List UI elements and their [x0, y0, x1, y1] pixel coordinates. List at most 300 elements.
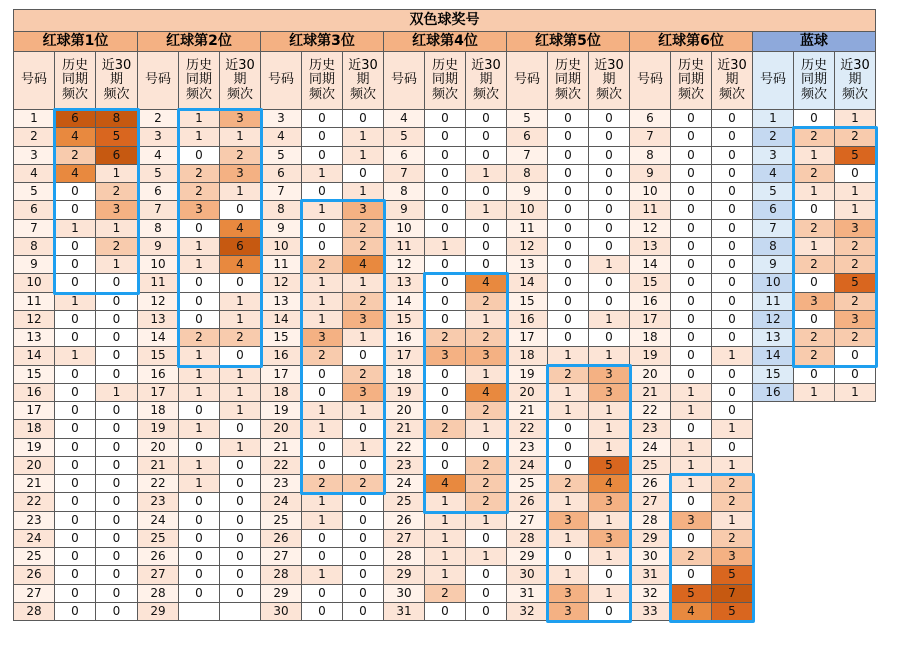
recent30-count-cell: 0: [712, 402, 753, 420]
recent30-count-cell: 1: [220, 128, 261, 146]
history-count-cell: 3: [794, 293, 835, 311]
number-cell: 6: [630, 110, 671, 128]
history-count-cell: 2: [794, 220, 835, 238]
history-count-cell: 4: [55, 165, 96, 183]
history-count-cell: 0: [671, 311, 712, 329]
history-count-cell: 0: [425, 293, 466, 311]
recent30-count-cell: 0: [96, 293, 138, 311]
history-count-cell: 1: [179, 110, 220, 128]
recent30-count-cell: 0: [835, 347, 876, 365]
col-header-number: 号码: [753, 52, 794, 110]
recent30-count-cell: 0: [712, 384, 753, 402]
number-cell: 18: [507, 347, 548, 365]
recent30-count-cell: 0: [589, 566, 630, 584]
recent30-count-cell: 1: [220, 384, 261, 402]
number-cell: 26: [507, 493, 548, 511]
number-cell: 17: [138, 384, 179, 402]
recent30-count-cell: 0: [712, 238, 753, 256]
group-header-red-5: 红球第5位: [507, 32, 630, 52]
recent30-count-cell: 1: [835, 110, 876, 128]
number-cell: 2: [14, 128, 55, 146]
recent30-count-cell: 2: [466, 402, 507, 420]
history-count-cell: 0: [671, 329, 712, 347]
recent30-count-cell: 1: [343, 183, 384, 201]
number-cell: 16: [138, 366, 179, 384]
number-cell: 28: [384, 548, 425, 566]
history-count-cell: 1: [671, 384, 712, 402]
recent30-count-cell: 0: [712, 128, 753, 146]
number-cell: 26: [261, 530, 302, 548]
number-cell: 7: [261, 183, 302, 201]
number-cell: 5: [138, 165, 179, 183]
number-cell: 3: [138, 128, 179, 146]
number-cell: 16: [384, 329, 425, 347]
recent30-count-cell: 0: [466, 603, 507, 621]
number-cell: 11: [261, 256, 302, 274]
recent30-count-cell: 4: [343, 256, 384, 274]
recent30-count-cell: 0: [712, 311, 753, 329]
number-cell: 21: [261, 439, 302, 457]
recent30-count-cell: 1: [589, 347, 630, 365]
history-count-cell: 2: [794, 128, 835, 146]
number-cell: 6: [507, 128, 548, 146]
recent30-count-cell: 0: [96, 493, 138, 511]
number-cell: 11: [384, 238, 425, 256]
history-count-cell: 0: [55, 274, 96, 292]
history-count-cell: 0: [55, 585, 96, 603]
recent30-count-cell: 1: [220, 183, 261, 201]
number-cell: 5: [753, 183, 794, 201]
number-cell: 23: [630, 420, 671, 438]
recent30-count-cell: 5: [835, 274, 876, 292]
number-cell: 7: [384, 165, 425, 183]
recent30-count-cell: 1: [466, 548, 507, 566]
recent30-count-cell: 8: [96, 110, 138, 128]
number-cell: 29: [507, 548, 548, 566]
number-cell: 10: [507, 201, 548, 219]
recent30-count-cell: 1: [589, 585, 630, 603]
number-cell: 27: [261, 548, 302, 566]
recent30-count-cell: 0: [96, 603, 138, 621]
recent30-count-cell: 0: [835, 165, 876, 183]
recent30-count-cell: 1: [220, 293, 261, 311]
recent30-count-cell: 0: [466, 110, 507, 128]
col-header-history: 历史 同期 频次: [425, 52, 466, 110]
number-cell: 7: [630, 128, 671, 146]
number-cell: 28: [630, 512, 671, 530]
recent30-count-cell: 1: [466, 201, 507, 219]
number-cell: 22: [14, 493, 55, 511]
history-count-cell: 0: [671, 256, 712, 274]
recent30-count-cell: 5: [589, 457, 630, 475]
number-cell: 21: [384, 420, 425, 438]
recent30-count-cell: 1: [835, 201, 876, 219]
recent30-count-cell: 0: [96, 548, 138, 566]
number-cell: 20: [14, 457, 55, 475]
number-cell: 14: [753, 347, 794, 365]
number-cell: 8: [14, 238, 55, 256]
number-cell: 15: [753, 366, 794, 384]
number-cell: 11: [138, 274, 179, 292]
history-count-cell: 1: [179, 238, 220, 256]
history-count-cell: 0: [671, 566, 712, 584]
recent30-count-cell: 0: [343, 493, 384, 511]
recent30-count-cell: 0: [220, 548, 261, 566]
number-cell: 25: [138, 530, 179, 548]
number-cell: 6: [14, 201, 55, 219]
recent30-count-cell: 0: [589, 293, 630, 311]
recent30-count-cell: 1: [589, 420, 630, 438]
recent30-count-cell: 0: [343, 512, 384, 530]
recent30-count-cell: 0: [220, 530, 261, 548]
number-cell: 20: [507, 384, 548, 402]
recent30-count-cell: 0: [466, 566, 507, 584]
number-cell: 17: [261, 366, 302, 384]
recent30-count-cell: 1: [835, 384, 876, 402]
history-count-cell: 1: [179, 457, 220, 475]
history-count-cell: 0: [671, 420, 712, 438]
number-cell: 25: [14, 548, 55, 566]
recent30-count-cell: 0: [466, 128, 507, 146]
recent30-count-cell: 5: [712, 603, 753, 621]
history-count-cell: 3: [548, 603, 589, 621]
number-cell: 11: [14, 293, 55, 311]
history-count-cell: 0: [425, 366, 466, 384]
recent30-count-cell: 2: [712, 530, 753, 548]
recent30-count-cell: 0: [96, 420, 138, 438]
history-count-cell: 0: [55, 530, 96, 548]
recent30-count-cell: 2: [835, 329, 876, 347]
recent30-count-cell: 0: [712, 165, 753, 183]
recent30-count-cell: 1: [343, 274, 384, 292]
history-count-cell: 0: [794, 366, 835, 384]
recent30-count-cell: 0: [466, 220, 507, 238]
recent30-count-cell: 3: [835, 311, 876, 329]
history-count-cell: 0: [302, 530, 343, 548]
history-count-cell: 1: [179, 475, 220, 493]
history-count-cell: 0: [548, 439, 589, 457]
history-count-cell: 2: [55, 147, 96, 165]
history-count-cell: 0: [55, 256, 96, 274]
recent30-count-cell: 2: [466, 475, 507, 493]
history-count-cell: 1: [425, 548, 466, 566]
recent30-count-cell: 1: [466, 512, 507, 530]
number-cell: 17: [630, 311, 671, 329]
history-count-cell: 1: [548, 384, 589, 402]
history-count-cell: 0: [671, 128, 712, 146]
number-cell: 16: [630, 293, 671, 311]
group-header-red-6: 红球第6位: [630, 32, 753, 52]
history-count-cell: 0: [671, 293, 712, 311]
recent30-count-cell: 1: [589, 311, 630, 329]
recent30-count-cell: 0: [96, 274, 138, 292]
history-count-cell: 4: [671, 603, 712, 621]
history-count-cell: 3: [179, 201, 220, 219]
recent30-count-cell: 0: [96, 585, 138, 603]
recent30-count-cell: 0: [343, 110, 384, 128]
history-count-cell: 0: [55, 420, 96, 438]
recent30-count-cell: 1: [96, 256, 138, 274]
col-header-number: 号码: [384, 52, 425, 110]
number-cell: 9: [630, 165, 671, 183]
history-count-cell: 4: [425, 475, 466, 493]
history-count-cell: 3: [548, 585, 589, 603]
number-cell: 8: [261, 201, 302, 219]
recent30-count-cell: 0: [96, 475, 138, 493]
number-cell: 25: [507, 475, 548, 493]
number-cell: 8: [753, 238, 794, 256]
recent30-count-cell: 0: [712, 439, 753, 457]
history-count-cell: 0: [302, 585, 343, 603]
history-count-cell: 0: [425, 274, 466, 292]
number-cell: 14: [507, 274, 548, 292]
history-count-cell: 0: [55, 512, 96, 530]
history-count-cell: 3: [302, 329, 343, 347]
history-count-cell: 0: [55, 566, 96, 584]
recent30-count-cell: 0: [589, 238, 630, 256]
recent30-count-cell: 0: [343, 457, 384, 475]
recent30-count-cell: 0: [343, 347, 384, 365]
history-count-cell: 0: [548, 457, 589, 475]
history-count-cell: 0: [55, 238, 96, 256]
number-cell: 24: [261, 493, 302, 511]
group-header-blue: 蓝球: [753, 32, 876, 52]
recent30-count-cell: 0: [466, 183, 507, 201]
recent30-count-cell: 1: [712, 347, 753, 365]
recent30-count-cell: 2: [466, 493, 507, 511]
number-cell: 18: [138, 402, 179, 420]
col-header-history: 历史 同期 频次: [302, 52, 343, 110]
recent30-count-cell: 1: [343, 329, 384, 347]
number-cell: 18: [14, 420, 55, 438]
number-cell: 20: [384, 402, 425, 420]
number-cell: 28: [14, 603, 55, 621]
number-cell: 23: [261, 475, 302, 493]
number-cell: 25: [384, 493, 425, 511]
history-count-cell: 1: [302, 512, 343, 530]
history-count-cell: 0: [425, 110, 466, 128]
number-cell: 3: [14, 147, 55, 165]
number-cell: 30: [507, 566, 548, 584]
recent30-count-cell: 1: [589, 256, 630, 274]
number-cell: 24: [138, 512, 179, 530]
col-header-recent30: 近30 期 频次: [589, 52, 630, 110]
number-cell: 12: [384, 256, 425, 274]
recent30-count-cell: 0: [712, 293, 753, 311]
recent30-count-cell: 0: [96, 311, 138, 329]
number-cell: 1: [14, 110, 55, 128]
number-cell: 28: [507, 530, 548, 548]
history-count-cell: 1: [425, 493, 466, 511]
number-cell: 19: [630, 347, 671, 365]
recent30-count-cell: 1: [343, 402, 384, 420]
number-cell: 10: [384, 220, 425, 238]
number-cell: 17: [384, 347, 425, 365]
number-cell: 13: [261, 293, 302, 311]
recent30-count-cell: 5: [835, 147, 876, 165]
number-cell: 3: [753, 147, 794, 165]
number-cell: 11: [507, 220, 548, 238]
recent30-count-cell: 0: [712, 220, 753, 238]
number-cell: 5: [261, 147, 302, 165]
col-header-history: 历史 同期 频次: [794, 52, 835, 110]
number-cell: 25: [261, 512, 302, 530]
number-cell: 8: [384, 183, 425, 201]
number-cell: 14: [630, 256, 671, 274]
number-cell: 5: [14, 183, 55, 201]
recent30-count-cell: 0: [96, 366, 138, 384]
number-cell: 9: [507, 183, 548, 201]
number-cell: 26: [630, 475, 671, 493]
recent30-count-cell: 2: [96, 238, 138, 256]
recent30-count-cell: 4: [220, 220, 261, 238]
recent30-count-cell: 2: [343, 366, 384, 384]
recent30-count-cell: 0: [589, 128, 630, 146]
recent30-count-cell: 0: [712, 366, 753, 384]
recent30-count-cell: 1: [466, 366, 507, 384]
history-count-cell: 1: [794, 384, 835, 402]
recent30-count-cell: 0: [96, 530, 138, 548]
recent30-count-cell: 2: [712, 475, 753, 493]
history-count-cell: 0: [55, 366, 96, 384]
history-count-cell: 0: [548, 548, 589, 566]
history-count-cell: 0: [179, 439, 220, 457]
history-count-cell: 0: [425, 256, 466, 274]
number-cell: 22: [384, 439, 425, 457]
history-count-cell: 0: [548, 128, 589, 146]
number-cell: 23: [507, 439, 548, 457]
col-header-recent30: 近30 期 频次: [96, 52, 138, 110]
recent30-count-cell: 0: [466, 256, 507, 274]
number-cell: 4: [384, 110, 425, 128]
history-count-cell: 2: [179, 329, 220, 347]
history-count-cell: 0: [302, 128, 343, 146]
number-cell: 6: [753, 201, 794, 219]
number-cell: 22: [630, 402, 671, 420]
number-cell: 30: [384, 585, 425, 603]
history-count-cell: 1: [548, 530, 589, 548]
recent30-count-cell: 6: [96, 147, 138, 165]
recent30-count-cell: 0: [466, 585, 507, 603]
number-cell: 26: [138, 548, 179, 566]
history-count-cell: 0: [302, 220, 343, 238]
history-count-cell: 3: [671, 512, 712, 530]
number-cell: 8: [630, 147, 671, 165]
number-cell: 16: [14, 384, 55, 402]
number-cell: 27: [630, 493, 671, 511]
recent30-count-cell: 0: [589, 183, 630, 201]
recent30-count-cell: 1: [466, 311, 507, 329]
history-count-cell: 0: [548, 165, 589, 183]
recent30-count-cell: 0: [96, 457, 138, 475]
history-count-cell: 0: [548, 147, 589, 165]
recent30-count-cell: 2: [220, 147, 261, 165]
number-cell: 3: [261, 110, 302, 128]
recent30-count-cell: 1: [589, 548, 630, 566]
number-cell: 21: [630, 384, 671, 402]
number-cell: 24: [507, 457, 548, 475]
history-count-cell: 0: [302, 457, 343, 475]
number-cell: 15: [630, 274, 671, 292]
col-header-recent30: 近30 期 频次: [835, 52, 876, 110]
recent30-count-cell: 0: [835, 366, 876, 384]
recent30-count-cell: 1: [96, 220, 138, 238]
recent30-count-cell: 2: [220, 329, 261, 347]
history-count-cell: 2: [425, 329, 466, 347]
recent30-count-cell: 2: [466, 457, 507, 475]
history-count-cell: 3: [548, 512, 589, 530]
number-cell: 28: [261, 566, 302, 584]
history-count-cell: 1: [794, 183, 835, 201]
number-cell: 2: [138, 110, 179, 128]
recent30-count-cell: 0: [220, 512, 261, 530]
recent30-count-cell: 1: [220, 311, 261, 329]
number-cell: 17: [507, 329, 548, 347]
history-count-cell: 1: [548, 347, 589, 365]
recent30-count-cell: 6: [220, 238, 261, 256]
history-count-cell: 0: [179, 530, 220, 548]
number-cell: 23: [384, 457, 425, 475]
number-cell: 4: [14, 165, 55, 183]
history-count-cell: 0: [548, 238, 589, 256]
recent30-count-cell: 3: [835, 220, 876, 238]
recent30-count-cell: 0: [712, 329, 753, 347]
group-header-red-1: 红球第1位: [14, 32, 138, 52]
history-count-cell: 0: [55, 183, 96, 201]
number-cell: 20: [261, 420, 302, 438]
history-count-cell: 1: [671, 475, 712, 493]
history-count-cell: 0: [548, 220, 589, 238]
history-count-cell: 0: [425, 201, 466, 219]
number-cell: 6: [261, 165, 302, 183]
history-count-cell: 1: [671, 457, 712, 475]
number-cell: 24: [384, 475, 425, 493]
history-count-cell: 1: [302, 274, 343, 292]
history-count-cell: 2: [794, 256, 835, 274]
history-count-cell: 2: [548, 475, 589, 493]
number-cell: 18: [261, 384, 302, 402]
number-cell: 14: [261, 311, 302, 329]
number-cell: 4: [138, 147, 179, 165]
recent30-count-cell: 0: [220, 420, 261, 438]
history-count-cell: 5: [671, 585, 712, 603]
number-cell: 25: [630, 457, 671, 475]
history-count-cell: 0: [671, 274, 712, 292]
recent30-count-cell: 0: [220, 457, 261, 475]
number-cell: 21: [14, 475, 55, 493]
history-count-cell: 1: [179, 128, 220, 146]
history-count-cell: 0: [425, 165, 466, 183]
number-cell: 23: [138, 493, 179, 511]
recent30-count-cell: 2: [835, 128, 876, 146]
number-cell: 8: [507, 165, 548, 183]
history-count-cell: 1: [302, 420, 343, 438]
recent30-count-cell: 0: [712, 201, 753, 219]
history-count-cell: 6: [55, 110, 96, 128]
history-count-cell: 0: [302, 110, 343, 128]
number-cell: 20: [138, 439, 179, 457]
number-cell: 13: [138, 311, 179, 329]
number-cell: 14: [138, 329, 179, 347]
number-cell: 15: [14, 366, 55, 384]
recent30-count-cell: 1: [589, 402, 630, 420]
number-cell: 9: [14, 256, 55, 274]
history-count-cell: 1: [179, 366, 220, 384]
history-count-cell: 0: [425, 147, 466, 165]
recent30-count-cell: 2: [343, 220, 384, 238]
history-count-cell: 1: [302, 201, 343, 219]
number-cell: 12: [14, 311, 55, 329]
